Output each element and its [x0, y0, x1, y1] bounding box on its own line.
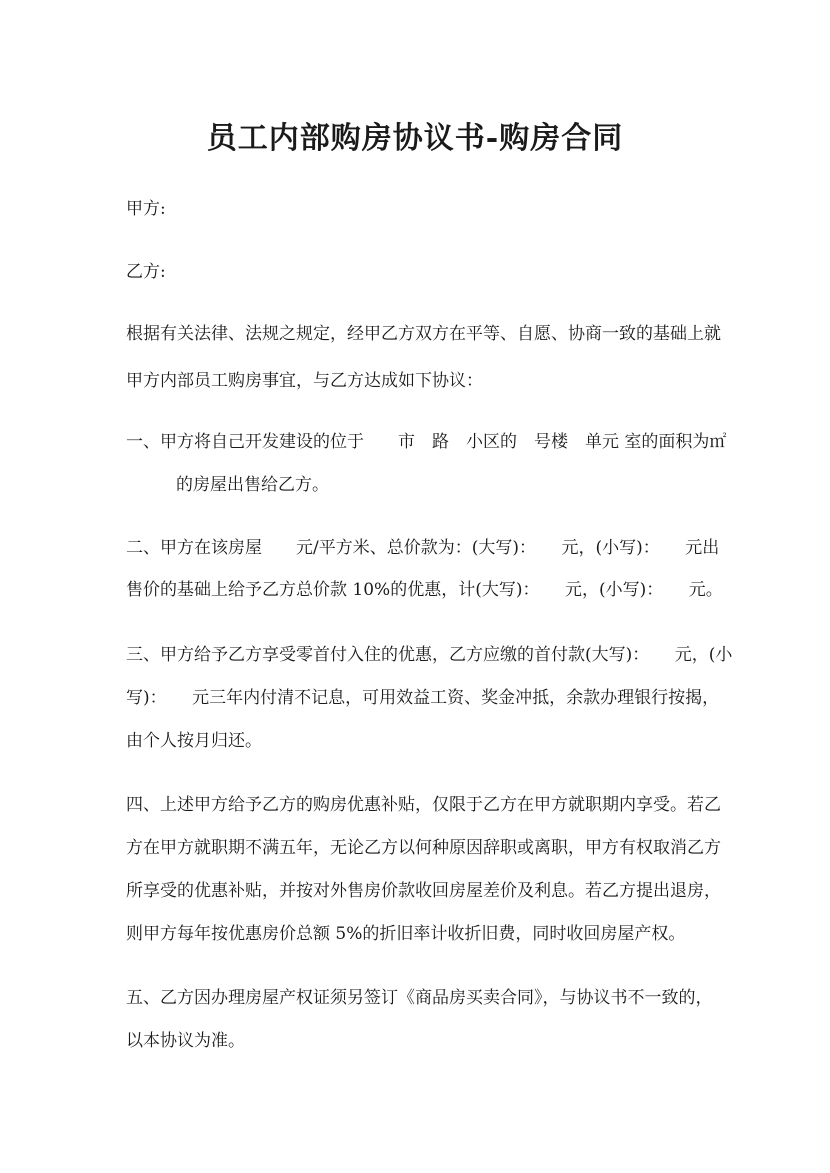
- clause-3-line-2: 写)： 元三年内付清不记息，可用效益工资、奖金冲抵，余款办理银行按揭，: [126, 688, 720, 708]
- clause-4-line-1: 四、上述甲方给予乙方的购房优惠补贴，仅限于乙方在甲方就职期内享受。若乙: [126, 795, 721, 815]
- clause-4-line-4: 则甲方每年按优惠房价总额 5%的折旧率计收折旧费，同时收回房屋产权。: [126, 924, 686, 944]
- clause-5-line-2: 以本协议为准。: [126, 1031, 245, 1051]
- clause-2-line-1: 二、甲方在该房屋 元/平方米、总价款为：(大写)： 元，(小写)： 元出: [126, 538, 720, 558]
- clause-3-line-3: 由个人按月归还。: [126, 731, 262, 751]
- intro-line-2: 甲方内部员工购房事宜，与乙方达成如下协议：: [126, 371, 483, 391]
- clause-1-line-1: 一、甲方将自己开发建设的位于 市 路 小区的 号楼 单元 室的面积为㎡: [126, 432, 727, 452]
- clause-4-line-2: 方在甲方就职期不满五年，无论乙方以何种原因辞职或离职，甲方有权取消乙方: [126, 838, 721, 858]
- clause-2-line-2: 售价的基础上给予乙方总价款 10%的优惠，计(大写)： 元，(小写)： 元。: [126, 580, 723, 600]
- intro-line-1: 根据有关法律、法规之规定，经甲乙方双方在平等、自愿、协商一致的基础上就: [126, 324, 721, 344]
- document-title: 员工内部购房协议书-购房合同: [206, 121, 624, 156]
- clause-4-line-3: 所享受的优惠补贴，并按对外售房价款收回房屋差价及利息。若乙方提出退房，: [126, 881, 721, 901]
- clause-5-line-1: 五、乙方因办理房屋产权证须另签订《商品房买卖合同》，与协议书不一致的，: [126, 988, 713, 1008]
- party-b-label: 乙方:: [126, 262, 166, 282]
- clause-1-line-2: 的房屋出售给乙方。: [176, 475, 329, 495]
- party-a-label: 甲方:: [126, 199, 166, 219]
- clause-3-line-1: 三、甲方给予乙方享受零首付入住的优惠，乙方应缴的首付款(大写)： 元，(小: [126, 645, 733, 665]
